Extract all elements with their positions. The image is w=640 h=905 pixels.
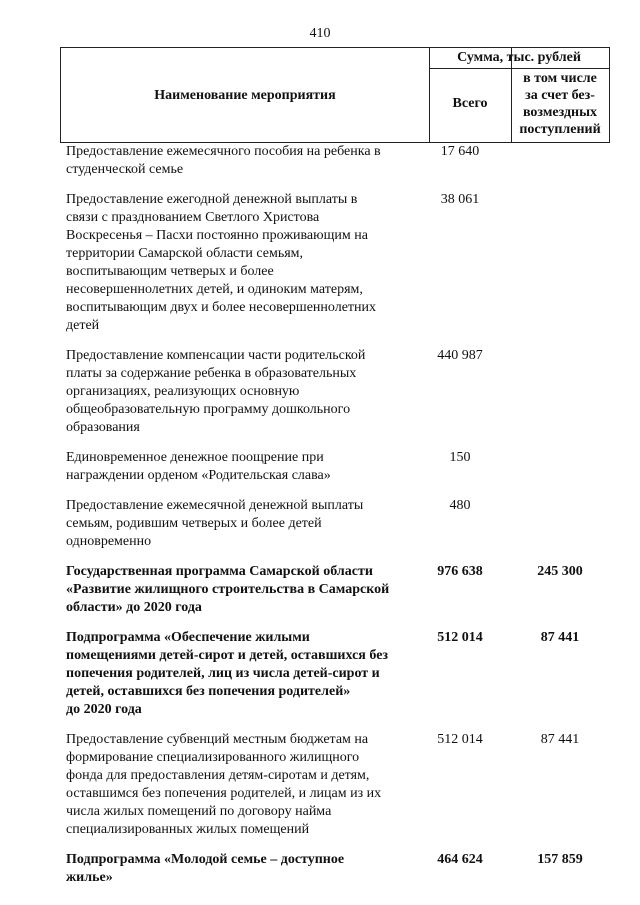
table-row: [60, 449, 610, 485]
row-name-line: области» до 2020 года: [66, 600, 202, 615]
row-total: 464 624: [437, 852, 483, 867]
row-including: [510, 143, 610, 179]
table-row: [60, 143, 610, 179]
row-name-line: фонда для предоставления детям-сиротам и детям,: [66, 768, 370, 783]
row-total: 512 014: [437, 630, 483, 645]
row-name-line: Предоставление ежегодной денежной выплаты в: [66, 192, 358, 207]
row-total: 150: [449, 450, 471, 465]
row-name-line: студенческой семье: [66, 162, 184, 177]
table-row: [60, 347, 610, 437]
row-including: [510, 497, 610, 551]
table-row: [60, 497, 610, 551]
row-name-line: одновременно: [66, 534, 152, 549]
row-name-line: Воскресенья – Пасхи постоянно проживающим на: [66, 228, 368, 243]
table-row: [60, 563, 610, 617]
row-name-line: награждении орденом «Родительская слава»: [66, 468, 331, 483]
row-name-line: Единовременное денежное поощрение при: [66, 450, 324, 465]
header-including-column: [511, 70, 609, 138]
row-name-line: территории Самарской области семьям,: [66, 246, 304, 261]
row-name-line: Предоставление ежемесячного пособия на ребенка в: [66, 144, 381, 159]
row-name-line: связи с празднованием Светлого Христова: [66, 210, 320, 225]
row-name-line: детей, оставшихся без попечения родителей»: [66, 684, 351, 699]
row-name-line: Подпрограмма «Молодой семье – доступное: [66, 852, 345, 867]
row-total: 976 638: [437, 564, 483, 579]
table-row: [60, 629, 610, 719]
row-including: 157 859: [537, 852, 583, 867]
table-row: [60, 731, 610, 839]
row-name: [60, 449, 410, 485]
row-name-line: детей: [66, 318, 100, 333]
row-name: [60, 347, 410, 437]
row-including: [510, 449, 610, 485]
header-name-column: Наименование мероприятия: [154, 88, 336, 103]
header-including-line: за счет без-: [525, 88, 595, 103]
row-name-line: воспитывающим двух и более несовершеннолетних: [66, 300, 377, 315]
row-name-line: попечения родителей, лиц из числа детей-сирот и: [66, 666, 380, 681]
row-including: 245 300: [537, 564, 583, 579]
row-name: [60, 191, 410, 335]
row-name: [60, 563, 410, 617]
row-including: 87 441: [540, 732, 580, 747]
row-name: [60, 143, 410, 179]
row-total: 17 640: [440, 144, 480, 159]
row-name-line: организациях, реализующих основную: [66, 384, 300, 399]
row-name: [60, 731, 410, 839]
row-name-line: Государственная программа Самарской области: [66, 564, 373, 579]
row-name: [60, 629, 410, 719]
table-row: [60, 851, 610, 887]
row-name-line: оставшимся без попечения родителей, и лицам из их: [66, 786, 382, 801]
header-sum-column: Сумма, тыс. рублей: [457, 50, 581, 65]
row-name-line: числа жилых помещений по договору найма: [66, 804, 332, 819]
row-name-line: Подпрограмма «Обеспечение жилыми: [66, 630, 310, 645]
row-total: 512 014: [437, 732, 483, 747]
row-including: 87 441: [540, 630, 580, 645]
row-name-line: Предоставление компенсации части родительской: [66, 348, 366, 363]
row-name-line: формирование специализированного жилищного: [66, 750, 360, 765]
row-name-line: образования: [66, 420, 140, 435]
row-name-line: Предоставление ежемесячной денежной выплаты: [66, 498, 364, 513]
row-name-line: «Развитие жилищного строительства в Самарской: [66, 582, 390, 597]
header-including-line: поступлений: [519, 122, 601, 137]
row-including: [510, 191, 610, 335]
row-total: 38 061: [440, 192, 480, 207]
row-name-line: платы за содержание ребенка в образовательных: [66, 366, 357, 381]
row-name-line: помещениями детей-сирот и детей, оставшихся без: [66, 648, 389, 663]
header-including-line: в том числе: [523, 71, 597, 86]
table-body: [60, 143, 610, 899]
header-including-line: возмездных: [522, 105, 598, 120]
table-header: [60, 47, 610, 143]
row-name: [60, 851, 410, 887]
row-total: 440 987: [437, 348, 483, 363]
header-divider: [429, 68, 609, 69]
table-row: [60, 191, 610, 335]
row-name-line: несовершеннолетних детей, и одиноким матерям,: [66, 282, 363, 297]
row-name-line: жилье»: [66, 870, 113, 885]
row-total: 480: [449, 498, 471, 513]
row-name-line: специализированных жилых помещений: [66, 822, 310, 837]
row-name: [60, 497, 410, 551]
header-total-column: Всего: [452, 96, 488, 111]
page-number: 410: [309, 26, 331, 41]
row-name-line: воспитывающим четверых и более: [66, 264, 274, 279]
row-including: [510, 347, 610, 437]
row-name-line: общеобразовательную программу дошкольного: [66, 402, 351, 417]
row-name-line: до 2020 года: [66, 702, 142, 717]
row-name-line: семьям, родившим четверых и более детей: [66, 516, 322, 531]
row-name-line: Предоставление субвенций местным бюджетам на: [66, 732, 369, 747]
